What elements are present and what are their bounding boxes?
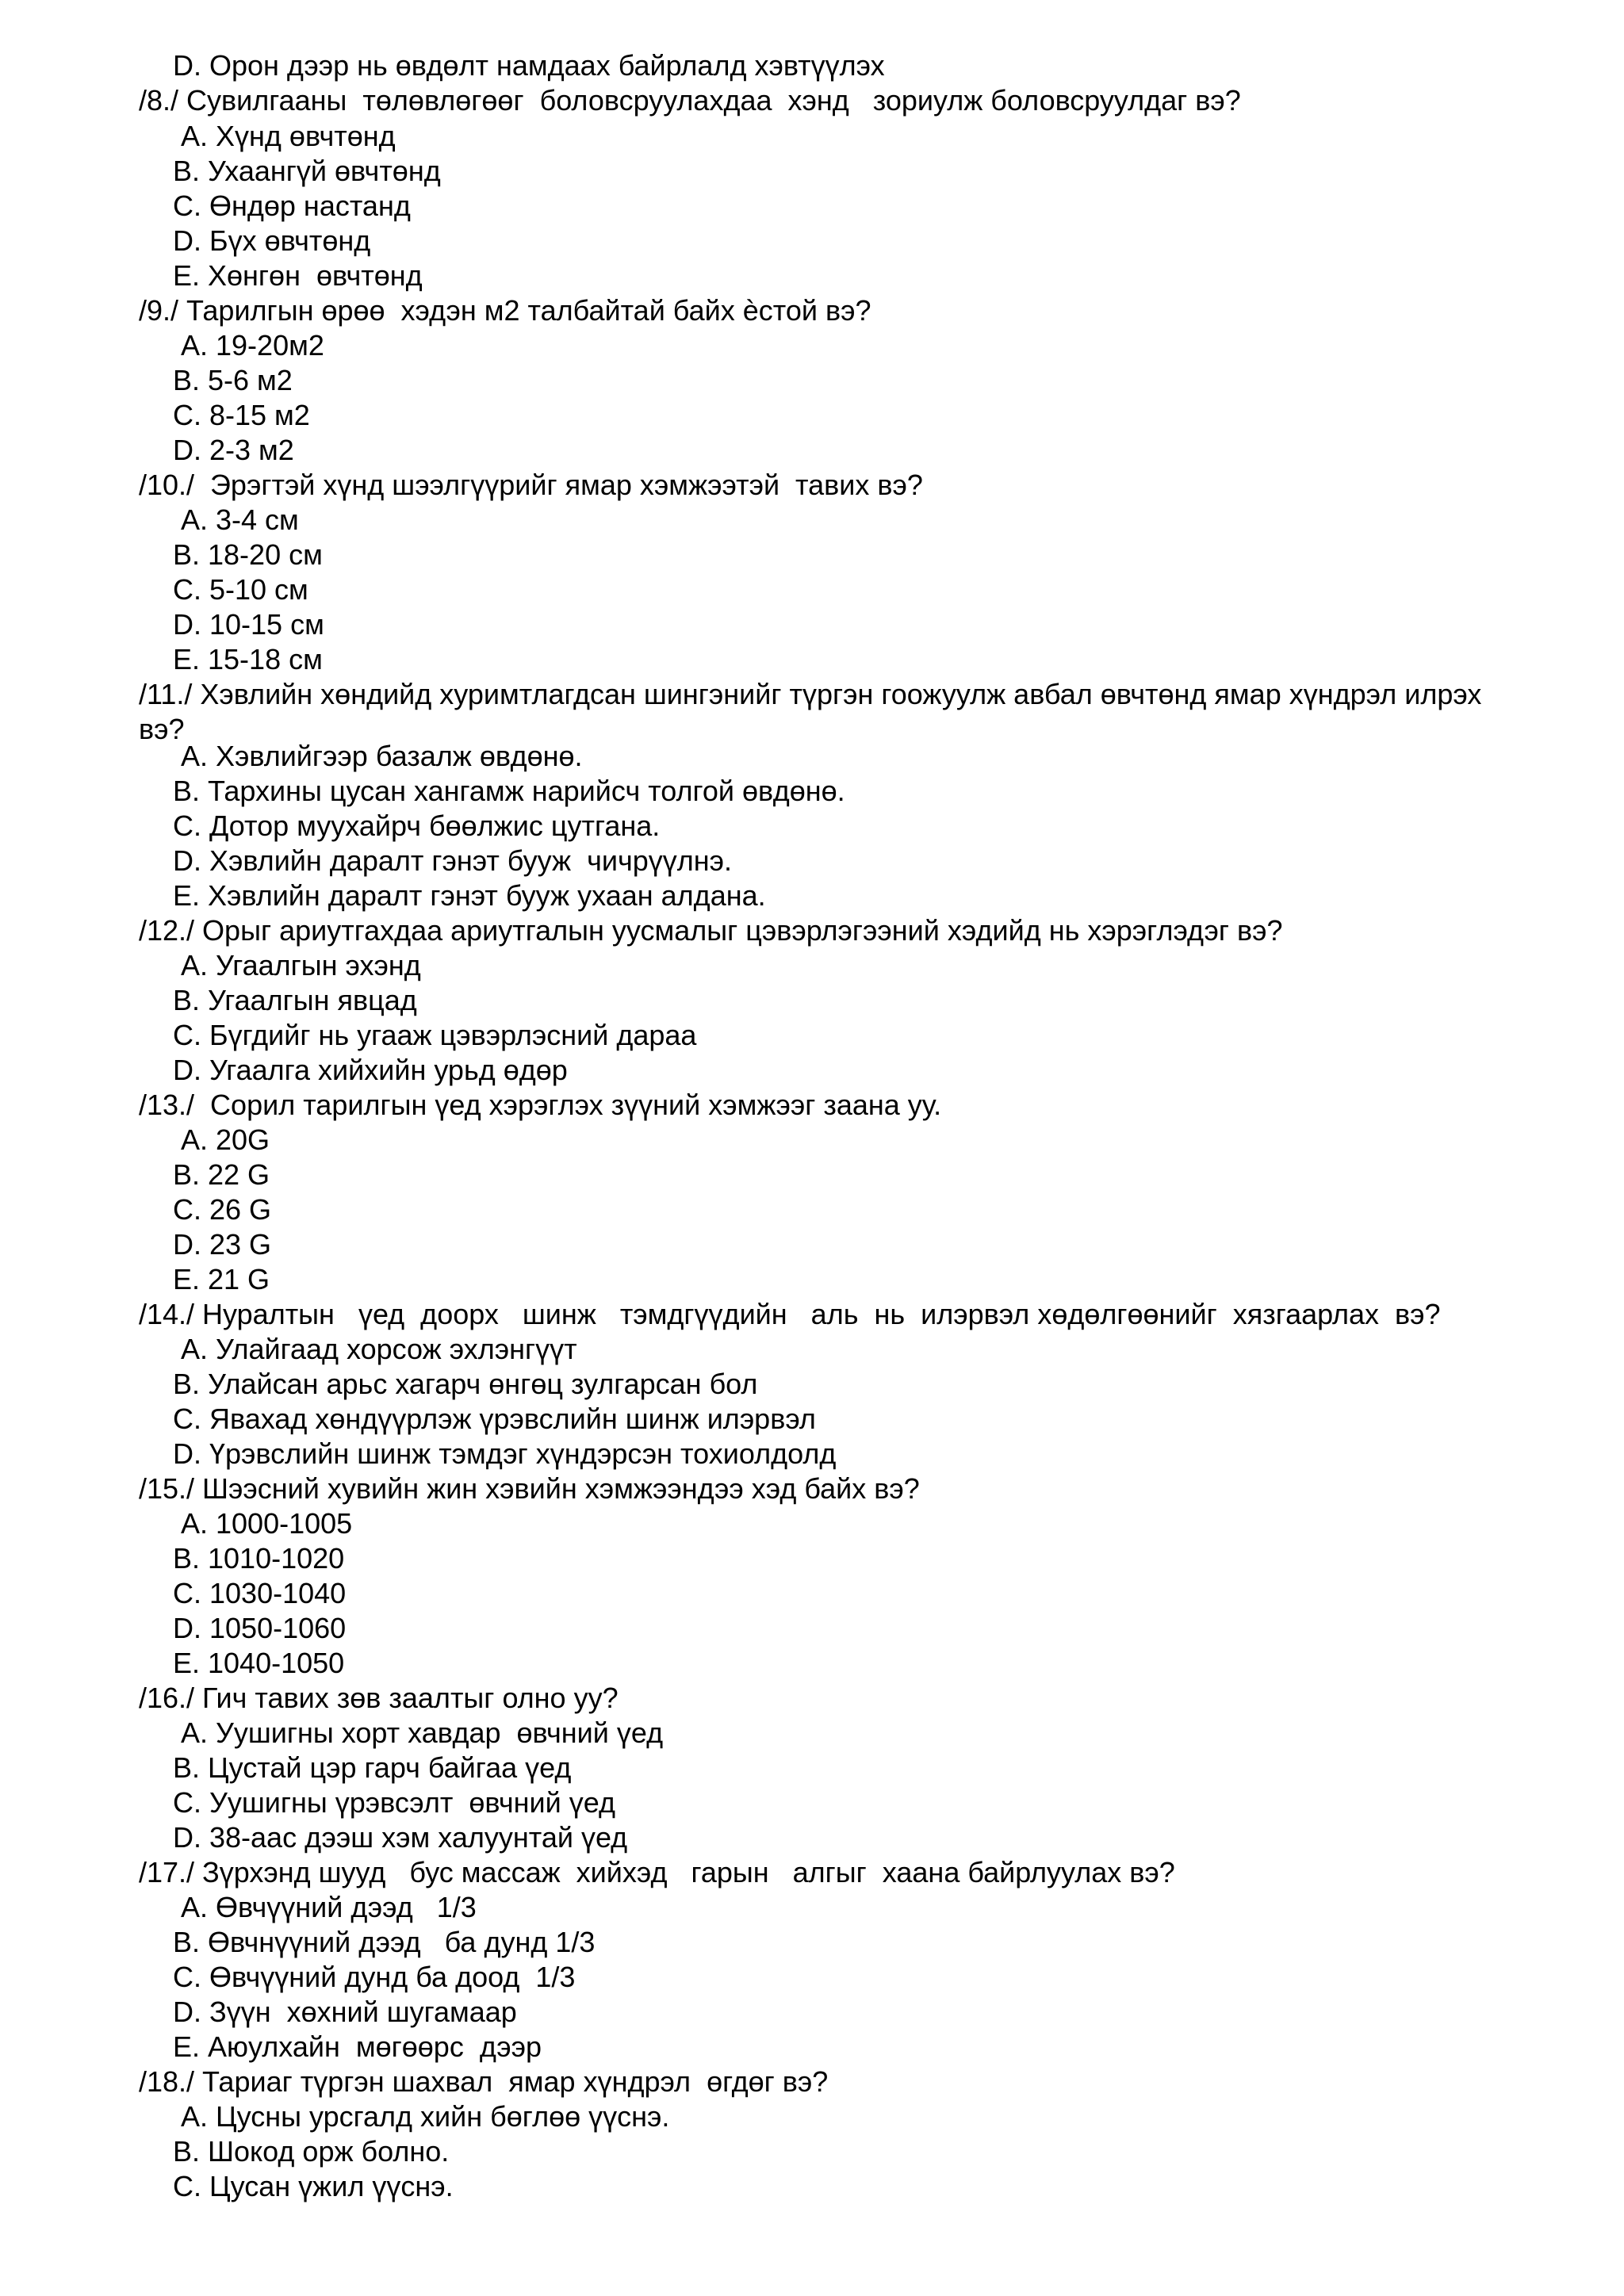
option-line: D. 38-аас дээш хэм халуунтай үед <box>173 1821 628 1854</box>
option-line: A. Цусны урсгалд хийн бөглөө үүснэ. <box>181 2100 670 2133</box>
option-line: D. Орон дээр нь өвдөлт намдаах байрлалд хэвтүүлэх <box>173 49 885 82</box>
option-line: D. 23 G <box>173 1228 272 1261</box>
option-line: D. 1050-1060 <box>173 1612 347 1644</box>
option-line: C. Цусан үжил үүснэ. <box>173 2170 454 2202</box>
option-line: A. Өвчүүний дээд 1/3 <box>181 1891 477 1923</box>
question-line: /17./ Зүрхэнд шууд бус массаж хийхэд гарын алгыг хаана байрлуулах вэ? <box>139 1856 1175 1888</box>
option-line: B. Угаалгын явцад <box>173 984 417 1016</box>
option-line: B. 22 G <box>173 1158 270 1191</box>
option-line: E. 15-18 см <box>173 643 323 675</box>
question-line: /13./ Сорил тарилгын үед хэрэглэх зүүний хэмжээг заана уу. <box>139 1089 942 1121</box>
option-line: B. Өвчнүүний дээд ба дунд 1/3 <box>173 1926 596 1958</box>
option-line: D. Зүүн хөхний шугамаар <box>173 1996 517 2028</box>
option-line: B. Тархины цусан хангамж нарийсч толгой өвдөнө. <box>173 775 845 807</box>
question-line: /18./ Тариаг түргэн шахвал ямар хүндрэл өгдөг вэ? <box>139 2065 829 2098</box>
option-line: B. Улайсан арьс хагарч өнгөц зулгарсан бол <box>173 1368 758 1400</box>
option-line: A. Хэвлийгээр базалж өвдөнө. <box>181 740 583 772</box>
option-line: A. 20G <box>181 1123 270 1156</box>
option-line: C. Уушигны үрэвсэлт өвчний үед <box>173 1786 615 1819</box>
question-line: /12./ Орыг ариутгахдаа ариутгалын уусмалыг цэвэрлэгээний хэдийд нь хэрэглэдэг вэ? <box>139 914 1283 947</box>
option-line: B. 1010-1020 <box>173 1542 345 1575</box>
option-line: C. 8-15 м2 <box>173 399 310 431</box>
option-line: E. Аюулхайн мөгөөрс дээр <box>173 2030 542 2063</box>
option-line: C. 5-10 см <box>173 573 308 606</box>
question-line: /9./ Тарилгын өрөө хэдэн м2 талбайтай байх ѐстой вэ? <box>139 294 871 327</box>
option-line: E. Хөнгөн өвчтөнд <box>173 259 423 292</box>
option-line: C. Өвчүүний дунд ба доод 1/3 <box>173 1961 576 1993</box>
option-line: A. 3-4 см <box>181 503 299 536</box>
option-line: D. Бүх өвчтөнд <box>173 224 371 257</box>
option-line: D. 2-3 м2 <box>173 434 294 466</box>
option-line: B. 18-20 см <box>173 538 323 571</box>
option-line: C. Дотор муухайрч бөөлжис цутгана. <box>173 809 661 842</box>
question-line: /8./ Сувилгааны төлөвлөгөөг боловсруулахдаа хэнд зориулж боловсруулдаг вэ? <box>139 84 1241 117</box>
option-line: A. Улайгаад хорсож эхлэнгүүт <box>181 1333 577 1365</box>
option-line: C. 26 G <box>173 1193 272 1226</box>
option-line: A. Хүнд өвчтөнд <box>181 120 396 152</box>
option-line: E. 21 G <box>173 1263 270 1295</box>
option-line: A. Уушигны хорт хавдар өвчний үед <box>181 1716 664 1749</box>
option-line: D. Угаалга хийхийн урьд өдөр <box>173 1054 568 1086</box>
question-line: /15./ Шээсний хувийн жин хэвийн хэмжээндээ хэд байх вэ? <box>139 1472 920 1505</box>
option-line: B. Ухаангүй өвчтөнд <box>173 155 441 187</box>
option-line: A. Угаалгын эхэнд <box>181 949 421 982</box>
option-line: D. 10-15 см <box>173 608 324 641</box>
option-line: A. 19-20м2 <box>181 329 324 362</box>
question-line: /11./ Хэвлийн хөндийд хуримтлагдсан шингэнийг түргэн гоожуулж авбал өвчтөнд ямар хүндрэл илрэх вэ? <box>139 678 1482 745</box>
option-line: C. Явахад хөндүүрлэж үрэвслийн шинж илэрвэл <box>173 1402 816 1435</box>
question-line: /14./ Нуралтын үед доорх шинж тэмдгүүдийн аль нь илэрвэл хөдөлгөөнийг хязгаарлах вэ? <box>139 1298 1441 1330</box>
option-line: B. 5-6 м2 <box>173 364 293 396</box>
option-line: B. Цустай цэр гарч байгаа үед <box>173 1751 572 1784</box>
option-line: C. Бүгдийг нь угааж цэвэрлэсний дараа <box>173 1019 697 1051</box>
option-line: C. 1030-1040 <box>173 1577 347 1609</box>
question-line: /16./ Гич тавих зөв заалтыг олно уу? <box>139 1682 619 1714</box>
option-line: E. 1040-1050 <box>173 1647 345 1679</box>
option-line: E. Хэвлийн даралт гэнэт бууж ухаан алдана. <box>173 879 766 912</box>
option-line: D. Үрэвслийн шинж тэмдэг хүндэрсэн тохиолдолд <box>173 1437 837 1470</box>
option-line: A. 1000-1005 <box>181 1507 353 1540</box>
option-line: C. Өндөр настанд <box>173 189 411 222</box>
question-line: /10./ Эрэгтэй хүнд шээлгүүрийг ямар хэмжээтэй тавих вэ? <box>139 469 923 501</box>
option-line: D. Хэвлийн даралт гэнэт бууж чичрүүлнэ. <box>173 844 733 877</box>
option-line: B. Шокод орж болно. <box>173 2135 450 2168</box>
